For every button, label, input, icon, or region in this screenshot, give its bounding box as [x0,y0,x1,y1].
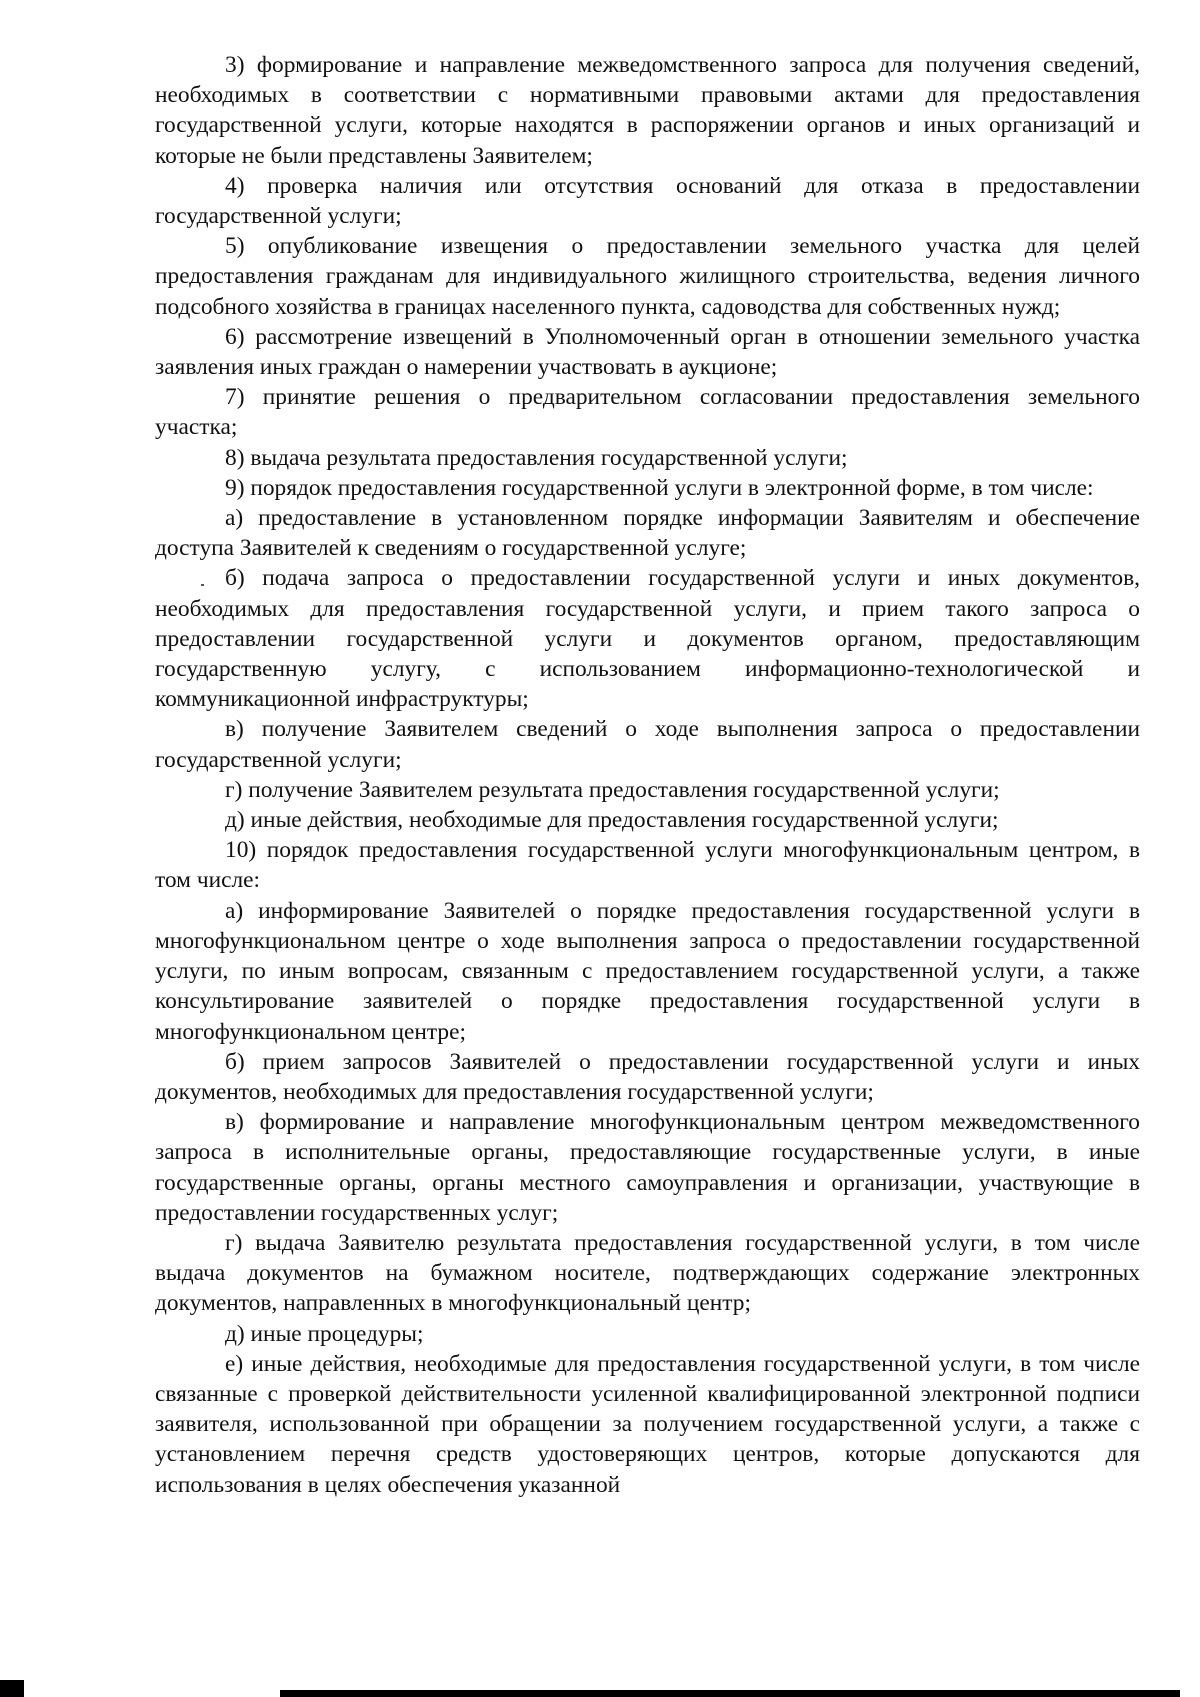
paragraph-item-9: 9) порядок предоставления государственной услуги в электронной форме, в том числе: [225,474,1094,501]
document-body [155,50,1140,1500]
paragraph-item-4: 4) проверка наличия или отсутствия оснований для отказа в предоставлении государственной услуги; [155,172,1140,230]
paragraph-item-9g: г) получение Заявителем результата предоставления государственной услуги; [225,776,1000,803]
paragraph-item-3: 3) формирование и направление межведомственного запроса для получения сведений, необходимых в соответствии с нормативными правовыми актами для предоставления государственной услуги, которые находятся в распоряжении органов и иных организаций и которые не были представлены Заявителем; [155,52,1140,169]
paragraph-item-5: 5) опубликование извещения о предоставлении земельного участка для целей предоставления гражданам для индивидуального жилищного строительства, ведения личного подсобного хозяйства в границах населенного пункта, садоводства для собственных нужд; [155,233,1140,320]
paragraph-item-10g: г) выдача Заявителю результата предоставления государственной услуги, в том числе выдача документов на бумажном носителе, подтверждающих содержание электронных документов, направленных в многофункциональный центр; [155,1229,1140,1317]
paragraph-item-9d: д) иные действия, необходимые для предоставления государственной услуги; [225,807,999,834]
paragraph-item-10d: д) иные процедуры; [225,1320,424,1347]
scan-bottom-edge [280,1690,1180,1697]
paragraph-item-9b: б) подача запроса о предоставлении государственной услуги и иных документов, необходимых для предоставления государственной услуги, и прием такого запроса о предоставлении государственной услуги и документов органом, предоставляющим государственную услугу, с использованием информационно-технологической и коммуникационной инфраструктуры; [155,565,1140,713]
paragraph-item-9a: а) предоставление в установленном порядке информации Заявителям и обеспечение доступа Заявителей к сведениям о государственной услуге; [155,505,1140,562]
paragraph-item-9v: в) получение Заявителем сведений о ходе выполнения запроса о предоставлении государственной услуги; [155,716,1140,773]
paragraph-item-8: 8) выдача результата предоставления государственной услуги; [225,444,848,471]
paragraph-item-10a: а) информирование Заявителей о порядке предоставления государственной услуги в многофункциональном центре о ходе выполнения запроса о предоставлении государственной услуги, по иным вопросам, связанным с предоставлением государственной услуги, а также консультирование заявителей о порядке предоставления государственной услуги в многофункциональном центре; [155,897,1140,1045]
paragraph-item-6: 6) рассмотрение извещений в Уполномоченный орган в отношении земельного участка заявления иных граждан о намерении участвовать в аукционе; [155,323,1140,381]
paragraph-item-10b: б) прием запросов Заявителей о предоставлении государственной услуги и иных документов, необходимых для предоставления государственной услуги; [155,1048,1140,1105]
scan-corner-mark [0,1680,24,1697]
paragraph-item-7: 7) принятие решения о предварительном согласовании предоставления земельного участка; [155,384,1140,441]
paragraph-item-10e: е) иные действия, необходимые для предоставления государственной услуги, в том числе связанные с проверкой действительности усиленной квалифицированной электронной подписи заявителя, использованной при обращении за получением государственной услуги, а также с установлением перечня средств удостоверяющих центров, которые допускаются для использования в целях обеспечения указанной [155,1350,1140,1498]
paragraph-item-10: 10) порядок предоставления государственной услуги многофункциональным центром, в том числе: [155,837,1140,894]
scan-speck [201,584,204,586]
paragraph-item-10v: в) формирование и направление многофункциональным центром межведомственного запроса в исполнительные органы, предоставляющие государственные услуги, в иные государственные органы, органы местного самоуправления и организации, участвующие в предоставлении государственных услуг; [155,1109,1140,1226]
